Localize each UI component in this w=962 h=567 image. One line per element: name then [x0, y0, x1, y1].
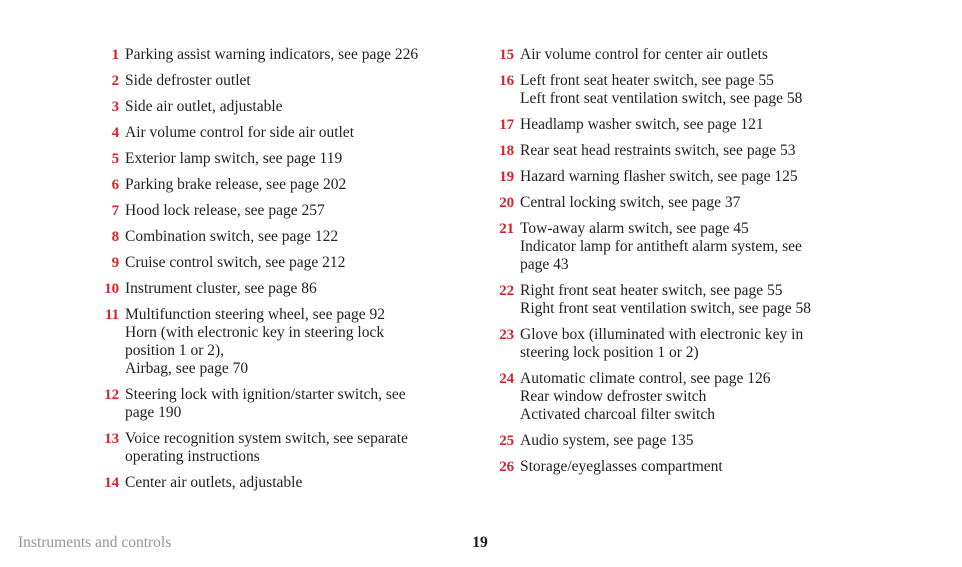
legend-item — [100, 430, 460, 466]
legend-item-text — [119, 474, 460, 492]
legend-item-line: Side defroster outlet — [125, 72, 251, 89]
legend-item-number: 14 — [104, 475, 119, 491]
legend-item-text — [514, 220, 855, 274]
legend-item-line: position 1 or 2), — [125, 342, 225, 359]
legend-item-text — [119, 176, 460, 194]
legend-item-line: Parking brake release, see page 202 — [125, 176, 347, 193]
legend-item-number: 1 — [111, 47, 119, 63]
legend-item-number: 3 — [111, 99, 119, 115]
legend-item-number: 5 — [111, 151, 119, 167]
legend-item — [495, 194, 855, 212]
legend-item — [100, 202, 460, 220]
legend-column-right — [495, 46, 855, 484]
legend-item-line: Hood lock release, see page 257 — [125, 202, 325, 219]
legend-item-line: Horn (with electronic key in steering lock — [125, 324, 385, 341]
legend-item-line: Audio system, see page 135 — [520, 432, 694, 449]
legend-item-number: 10 — [104, 281, 119, 297]
legend-item — [100, 176, 460, 194]
legend-item — [100, 72, 460, 90]
legend-item-line: Steering lock with ignition/starter switch, see — [125, 386, 406, 403]
legend-item-number: 26 — [499, 459, 514, 475]
legend-item-text — [119, 386, 460, 422]
legend-item — [495, 220, 855, 274]
legend-item — [495, 370, 855, 424]
legend-item-line: Right front seat ventilation switch, see page 58 — [520, 300, 811, 317]
legend-item — [495, 432, 855, 450]
legend-item-line: Automatic climate control, see page 126 — [520, 370, 771, 387]
legend-item-line: Left front seat ventilation switch, see page 58 — [520, 90, 803, 107]
legend-item-line: Rear seat head restraints switch, see page 53 — [520, 142, 796, 159]
legend-item — [100, 306, 460, 378]
legend-item-text — [119, 306, 460, 378]
legend-item-text — [514, 432, 855, 450]
legend-item-line: Central locking switch, see page 37 — [520, 194, 741, 211]
legend-item-text — [119, 228, 460, 246]
legend-item-line: Left front seat heater switch, see page 55 — [520, 72, 774, 89]
legend-item-number: 16 — [499, 73, 514, 89]
legend-item-number: 22 — [499, 283, 514, 299]
legend-item-number: 12 — [104, 387, 119, 403]
legend-item-line: Rear window defroster switch — [520, 388, 707, 405]
legend-item — [100, 46, 460, 64]
legend-item-line: Parking assist warning indicators, see page 226 — [125, 46, 419, 63]
legend-item-line: Hazard warning flasher switch, see page 125 — [520, 168, 798, 185]
legend-item — [495, 282, 855, 318]
legend-item-text — [514, 168, 855, 186]
legend-item — [495, 458, 855, 476]
legend-item-line: Side air outlet, adjustable — [125, 98, 283, 115]
legend-item-line: Air volume control for side air outlet — [125, 124, 354, 141]
legend-item-number: 20 — [499, 195, 514, 211]
legend-item-text — [119, 254, 460, 272]
legend-item-line: Cruise control switch, see page 212 — [125, 254, 346, 271]
legend-item — [495, 326, 855, 362]
legend-item-line: Storage/eyeglasses compartment — [520, 458, 723, 475]
legend-item-number: 4 — [111, 125, 119, 141]
legend-item-line: Instrument cluster, see page 86 — [125, 280, 317, 297]
legend-item-text — [119, 430, 460, 466]
footer-page-number: 19 — [472, 534, 488, 551]
legend-item-number: 15 — [499, 47, 514, 63]
legend-item-number: 19 — [499, 169, 514, 185]
legend-item-number: 24 — [499, 371, 514, 387]
legend-item-text — [514, 458, 855, 476]
legend-item-number: 8 — [111, 229, 119, 245]
legend-item-number: 9 — [111, 255, 119, 271]
legend-item-text — [119, 72, 460, 90]
legend-item-text — [119, 124, 460, 142]
legend-item-text — [514, 142, 855, 160]
legend-item-text — [119, 280, 460, 298]
legend-item — [495, 142, 855, 160]
legend-item-text — [514, 282, 855, 318]
page-footer — [0, 532, 962, 558]
legend-item — [100, 386, 460, 422]
legend-item-line: operating instructions — [125, 448, 260, 465]
legend-item-text — [514, 46, 855, 64]
legend-item-line: Glove box (illuminated with electronic key in — [520, 326, 804, 343]
legend-item-text — [119, 46, 460, 64]
legend-item-line: Activated charcoal filter switch — [520, 406, 715, 423]
legend-item-text — [119, 202, 460, 220]
legend-item-number: 25 — [499, 433, 514, 449]
legend-item — [100, 228, 460, 246]
legend-item-line: steering lock position 1 or 2) — [520, 344, 699, 361]
legend-item-line: page 190 — [125, 404, 182, 421]
legend-item-text — [119, 98, 460, 116]
legend-item-number: 13 — [104, 431, 119, 447]
legend-item-number: 2 — [111, 73, 119, 89]
legend-item-text — [514, 326, 855, 362]
legend-item-number: 21 — [499, 221, 514, 237]
legend-item-line: Tow-away alarm switch, see page 45 — [520, 220, 749, 237]
legend-item-text — [514, 72, 855, 108]
legend-item-line: Headlamp washer switch, see page 121 — [520, 116, 764, 133]
legend-item-line: Multifunction steering wheel, see page 92 — [125, 306, 385, 323]
legend-item-line: page 43 — [520, 256, 569, 273]
legend-item-text — [119, 150, 460, 168]
legend-item-number: 23 — [499, 327, 514, 343]
footer-chapter-title: Instruments and controls — [18, 534, 172, 551]
legend-item-line: Airbag, see page 70 — [125, 360, 249, 377]
legend-item — [100, 254, 460, 272]
legend-item-line: Air volume control for center air outlets — [520, 46, 768, 63]
legend-item-line: Indicator lamp for antitheft alarm system, see — [520, 238, 802, 255]
legend-item — [100, 124, 460, 142]
legend-item-line: Voice recognition system switch, see separate — [125, 430, 408, 447]
legend-item — [495, 72, 855, 108]
legend-item-number: 17 — [499, 117, 514, 133]
legend-item-number: 7 — [111, 203, 119, 219]
legend-item — [495, 116, 855, 134]
legend-item-line: Center air outlets, adjustable — [125, 474, 303, 491]
legend-item-text — [514, 116, 855, 134]
legend-item-line: Combination switch, see page 122 — [125, 228, 339, 245]
legend-item-text — [514, 370, 855, 424]
legend-item-text — [514, 194, 855, 212]
legend-item-number: 6 — [111, 177, 119, 193]
legend-item-line: Exterior lamp switch, see page 119 — [125, 150, 343, 167]
legend-column-left — [100, 46, 460, 500]
legend-item-number: 18 — [499, 143, 514, 159]
legend-item-number: 11 — [105, 307, 119, 323]
legend-item — [100, 98, 460, 116]
legend-item — [495, 168, 855, 186]
legend-item — [100, 474, 460, 492]
legend-item-line: Right front seat heater switch, see page 55 — [520, 282, 783, 299]
legend-item — [100, 150, 460, 168]
legend-item — [495, 46, 855, 64]
legend-item — [100, 280, 460, 298]
